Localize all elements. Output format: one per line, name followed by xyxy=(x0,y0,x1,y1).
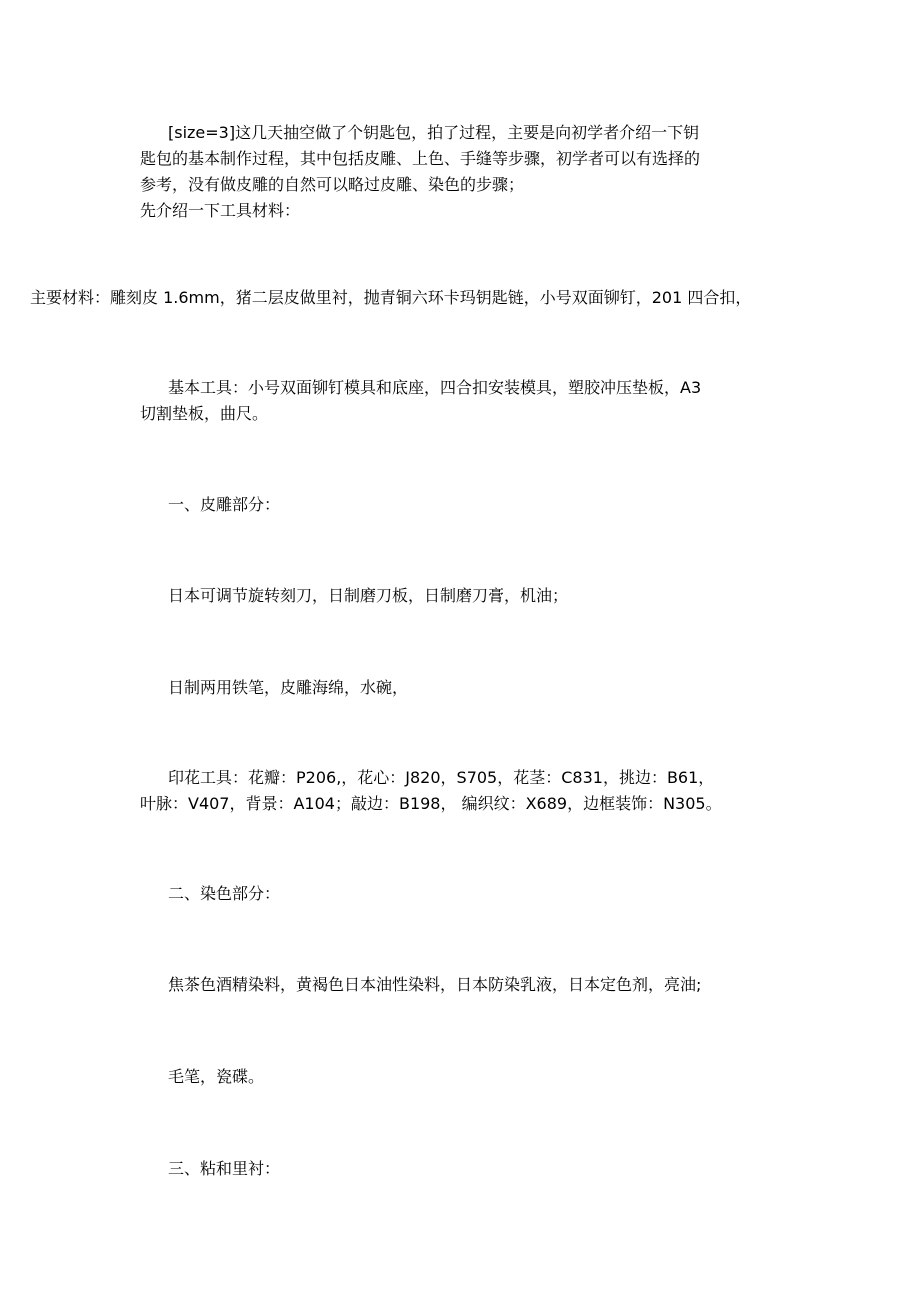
basic-tools-paragraph xyxy=(140,375,840,427)
intro-line-3: 参考，没有做皮雕的自然可以略过皮雕、染色的步骤； xyxy=(140,175,525,194)
materials-paragraph: 主要材料：雕刻皮 1.6mm，猪二层皮做里衬，抛青铜六环卡玛钥匙链，小号双面铆钉，201 四合扣， xyxy=(30,288,752,307)
intro-line-2: 匙包的基本制作过程，其中包括皮雕、上色、手缝等步骤，初学者可以有选择的 xyxy=(140,149,701,168)
intro-line-4: 先介绍一下工具材料： xyxy=(140,201,301,220)
basic-tools-line-2: 切割垫板，曲尺。 xyxy=(140,404,269,423)
section-1-heading: 一、皮雕部分： xyxy=(168,495,281,514)
basic-tools-line-1: 基本工具：小号双面铆钉模具和底座，四合扣安装模具，塑胶冲压垫板，A3 xyxy=(168,378,702,397)
pen-tools-paragraph: 日制两用铁笔，皮雕海绵，水碗， xyxy=(168,678,409,697)
dyes-paragraph: 焦茶色酒精染料，黄褐色日本油性染料，日本防染乳液，日本定色剂，亮油; xyxy=(168,975,702,994)
stamp-tools-line-1: 印花工具：花瓣：P206,，花心：J820，S705，花茎：C831，挑边：B61， xyxy=(168,768,715,787)
section-3-heading: 三、粘和里衬： xyxy=(168,1159,281,1178)
carving-tools-paragraph: 日本可调节旋转刻刀，日制磨刀板，日制磨刀膏，机油； xyxy=(168,586,569,605)
intro-line-1: [size=3]这几天抽空做了个钥匙包，拍了过程，主要是向初学者介绍一下钥 xyxy=(168,123,700,142)
section-2-heading: 二、染色部分： xyxy=(168,884,281,903)
intro-paragraph xyxy=(140,120,840,224)
stamp-tools-paragraph xyxy=(140,765,840,817)
brush-paragraph: 毛笔，瓷碟。 xyxy=(168,1067,265,1086)
stamp-tools-line-2: 叶脉：V407，背景：A104；敲边：B198， 编织纹：X689，边框装饰：N305。 xyxy=(140,794,722,813)
